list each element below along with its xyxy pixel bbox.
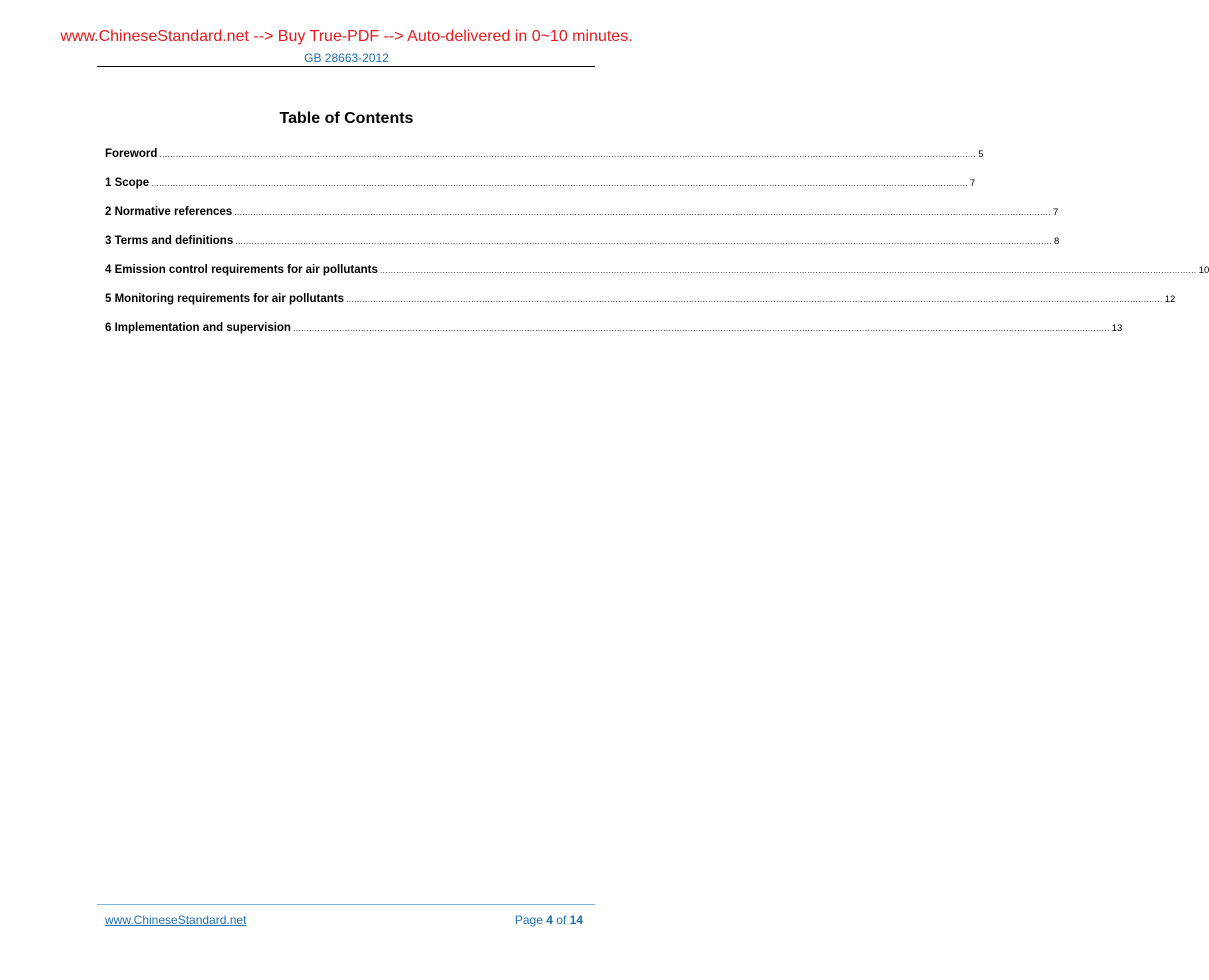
toc-leader-dots: ............................................................................................................................................................................................................................................................................................................ [235,237,1053,246]
toc-entry-label: Foreword [105,148,158,160]
footer-website-link[interactable]: www.ChineseStandard.net [105,913,247,927]
toc-entry-page: 8 [1054,236,1060,247]
toc-entry-page: 5 [978,149,984,160]
toc-entry-page: 7 [969,178,976,189]
standard-code: GB 28663-2012 [304,51,389,65]
toc-entry-foreword[interactable] [105,148,984,177]
toc-list [105,148,1209,351]
toc-entry-label: 1 Scope [105,177,150,189]
toc-leader-dots: ............................................................................................................................................................................................................................................................................................................ [234,208,1052,217]
toc-leader-dots: ............................................................................................................................................................................................................................................................................................................ [292,324,1110,333]
header-divider [97,66,595,67]
toc-entry-page: 7 [1053,207,1059,218]
toc-entry-normative-references[interactable] [105,206,1059,235]
top-banner: www.ChineseStandard.net --> Buy True-PDF --> Auto-delivered in 0~10 minutes. [60,28,633,45]
toc-entry-monitoring-requirements[interactable] [105,293,1176,322]
toc-entry-label: 6 Implementation and supervision [105,322,291,334]
toc-entry-page: 10 [1198,265,1209,276]
toc-leader-dots: ............................................................................................................................................................................................................................................................................................................ [379,266,1197,275]
toc-leader-dots: ............................................................................................................................................................................................................................................................................................................ [151,179,968,188]
page-current: 4 [546,913,553,927]
toc-leader-dots: ............................................................................................................................................................................................................................................................................................................ [159,150,977,159]
toc-entry-terms-and-definitions[interactable] [105,235,1060,264]
page-of: of [556,913,567,927]
toc-leader-dots: ............................................................................................................................................................................................................................................................................................................ [345,295,1163,304]
toc-entry-page: 13 [1111,323,1123,334]
toc-entry-label: 5 Monitoring requirements for air pollutants [105,293,344,305]
footer-page-number [515,913,583,927]
toc-entry-label: 2 Normative references [105,206,233,218]
toc-entry-page: 12 [1164,294,1176,305]
toc-entry-implementation[interactable] [105,322,1123,351]
toc-entry-label: 4 Emission control requirements for air pollutants [105,264,378,276]
toc-entry-emission-control[interactable] [105,264,1209,293]
toc-title: Table of Contents [279,110,414,127]
toc-entry-scope[interactable] [105,177,976,206]
page-prefix: Page [514,913,543,927]
footer-divider [97,904,595,905]
page-total: 14 [569,913,583,927]
toc-entry-label: 3 Terms and definitions [105,235,234,247]
